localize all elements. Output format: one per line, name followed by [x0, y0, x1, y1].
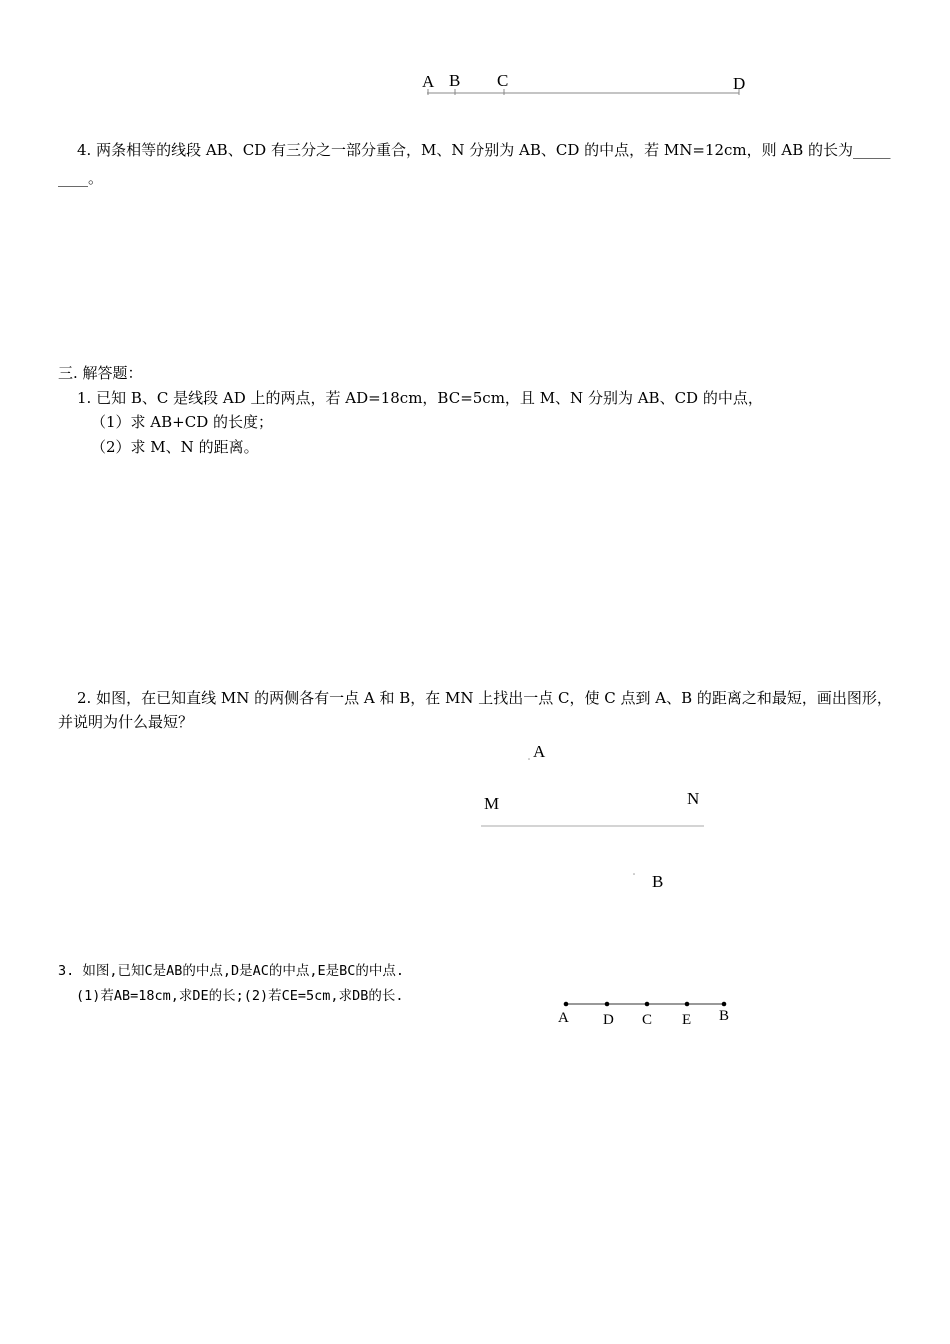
question-4-text: 4. 两条相等的线段 AB、CD 有三分之一部分重合，M、N 分别为 AB、CD 的中点，若 MN=12cm，则 AB 的长为_____: [77, 141, 891, 159]
label-seg-e: E: [682, 1012, 692, 1028]
label-d: D: [733, 74, 746, 93]
label-c: C: [497, 71, 509, 90]
label-point-n: N: [687, 789, 700, 808]
problem-2-line-2: 并说明为什么最短？: [58, 713, 194, 731]
label-a: A: [422, 72, 435, 91]
point-b-dot: [722, 1002, 727, 1007]
label-seg-a: A: [558, 1010, 569, 1026]
problem-1-sub-2: （2）求 M、N 的距离。: [91, 438, 259, 456]
label-seg-c: C: [642, 1012, 653, 1028]
label-point-b: B: [652, 872, 664, 891]
label-point-m: M: [484, 794, 500, 813]
problem-2-line-1: 2. 如图，在已知直线 MN 的两侧各有一点 A 和 B，在 MN 上找出一点 C，使 C 点到 A、B 的距离之和最短，画出图形，: [77, 689, 892, 707]
point-e-dot: [685, 1002, 690, 1007]
problem-1-text: 1. 已知 B、C 是线段 AD 上的两点，若 AD=18cm，BC=5cm，且 M、N 分别为 AB、CD 的中点，: [77, 389, 763, 407]
label-seg-b: B: [719, 1008, 730, 1024]
label-seg-d: D: [603, 1012, 614, 1028]
problem-1-sub-1: （1）求 AB+CD 的长度；: [91, 413, 274, 431]
point-d-dot: [605, 1002, 610, 1007]
point-a-dot: [564, 1002, 569, 1007]
label-b: B: [449, 71, 461, 90]
problem-3-line-2: (1)若AB=18cm,求DE的长;(2)若CE=5cm,求DB的长.: [76, 988, 404, 1004]
label-point-a: A: [533, 742, 546, 761]
problem-3-line-1: 3. 如图,已知C是AB的中点,D是AC的中点,E是BC的中点.: [58, 963, 405, 979]
section-heading: 三. 解答题：: [58, 364, 143, 382]
question-4-text-cont: ____。: [58, 169, 104, 187]
point-c-dot: [645, 1002, 650, 1007]
